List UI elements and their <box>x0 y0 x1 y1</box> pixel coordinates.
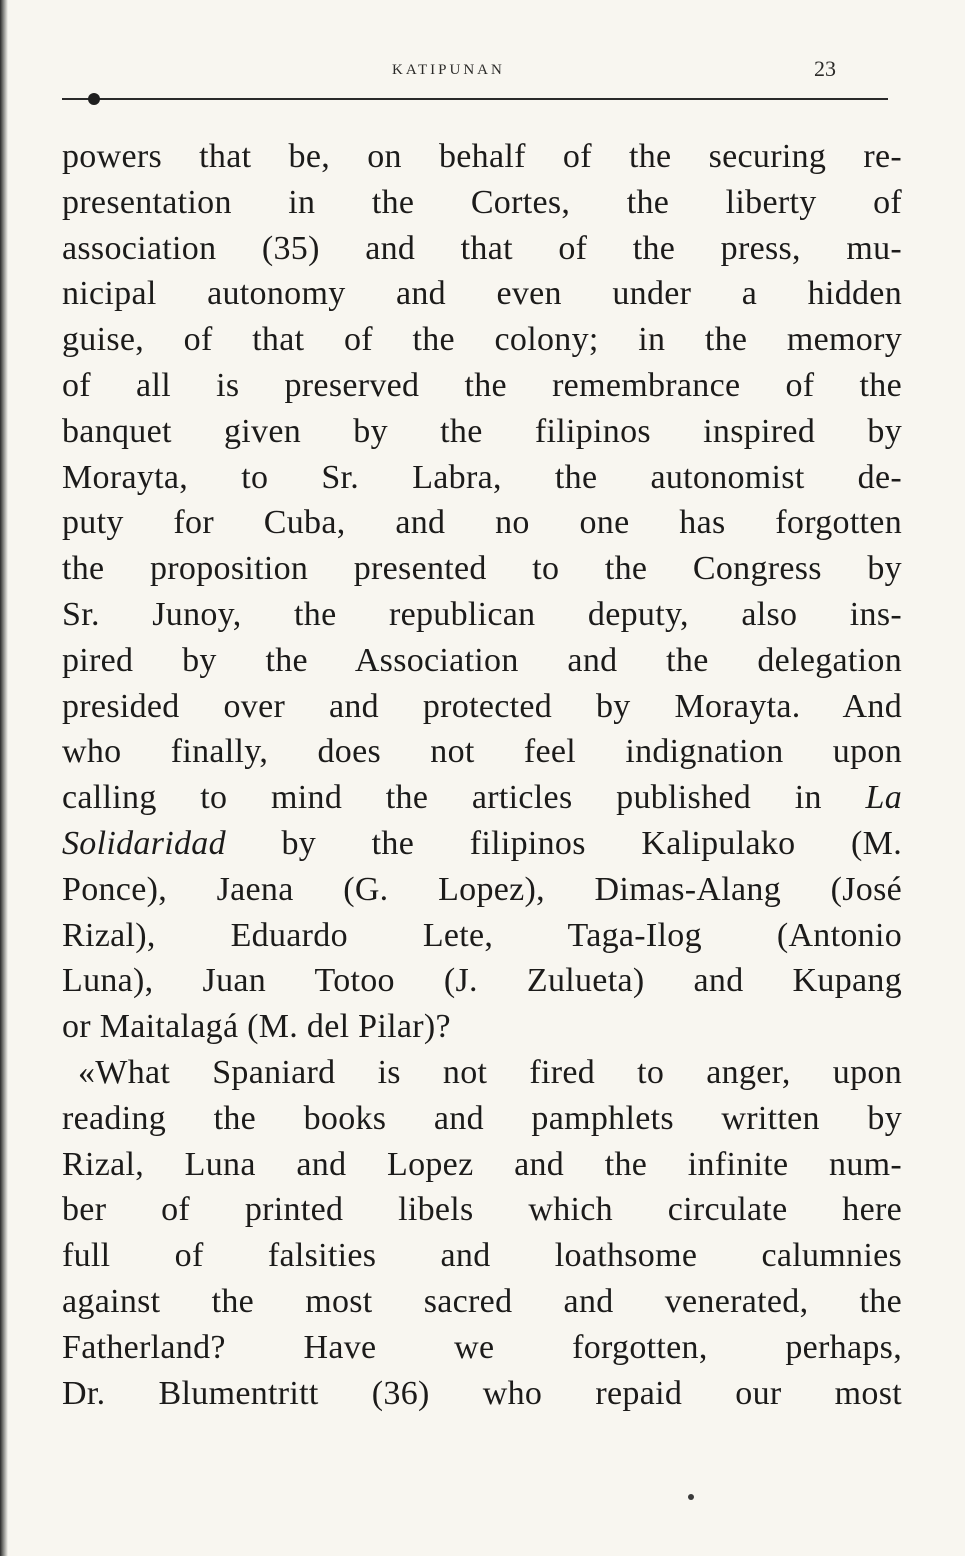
text-line: against the most sacred and venerated, the <box>62 1282 902 1320</box>
text-line: Luna), Juan Totoo (J. Zulueta) and Kupang <box>62 962 902 1000</box>
text-line: powers that be, on behalf of the securing re- <box>62 138 902 175</box>
text-line-with-italic-title <box>62 775 902 821</box>
text-line: guise, of that of the colony; in the memory <box>62 321 902 359</box>
text-line: Ponce), Jaena (G. Lopez), Dimas-Alang (José <box>62 870 902 908</box>
page-binding-edge <box>0 0 8 1556</box>
italic-periodical-title: La <box>865 779 902 817</box>
text-line: Sr. Junoy, the republican deputy, also ins- <box>62 595 902 633</box>
text-line: Morayta, to Sr. Labra, the autonomist de- <box>62 458 902 496</box>
text-line: Rizal, Luna and Lopez and the infinite num- <box>62 1145 902 1183</box>
text-line: presentation in the Cortes, the liberty of <box>62 183 902 221</box>
running-title: KATIPUNAN <box>392 62 505 78</box>
text-line: of all is preserved the remembrance of the <box>62 366 902 404</box>
text-line: ber of printed libels which circulate here <box>62 1191 902 1229</box>
text-line: puty for Cuba, and no one has forgotten <box>62 504 902 542</box>
text-line-part: by the filipinos Kalipulako (M. <box>281 824 902 862</box>
text-line-with-italic-title <box>62 821 902 867</box>
text-line: nicipal autonomy and even under a hidden <box>62 275 902 313</box>
header-rule-dot <box>88 93 100 105</box>
text-line: reading the books and pamphlets written by <box>62 1099 902 1137</box>
text-line: or Maitalagá (M. del Pilar)? <box>62 1008 451 1046</box>
text-line: full of falsities and loathsome calumnies <box>62 1237 902 1275</box>
text-line: who finally, does not feel indignation upon <box>62 733 902 771</box>
text-line: banquet given by the filipinos inspired by <box>62 412 902 450</box>
page-number: 23 <box>814 56 836 81</box>
header-rule <box>62 98 888 100</box>
page-header <box>62 58 888 108</box>
text-line: Rizal), Eduardo Lete, Taga-Ilog (Antonio <box>62 916 902 954</box>
text-line: «What Spaniard is not fired to anger, upon <box>78 1053 902 1091</box>
text-line: Fatherland? Have we forgotten, perhaps, <box>62 1328 902 1366</box>
footer-dot-mark <box>688 1494 694 1500</box>
text-line: the proposition presented to the Congress by <box>62 550 902 588</box>
text-line-part: calling to mind the articles published in <box>62 779 822 817</box>
text-line: pired by the Association and the delegation <box>62 641 902 679</box>
text-line: association (35) and that of the press, mu- <box>62 229 902 267</box>
body-text <box>62 134 902 1416</box>
text-line: Dr. Blumentritt (36) who repaid our most <box>62 1374 902 1412</box>
italic-periodical-title: Solidaridad <box>62 824 226 862</box>
text-line: presided over and protected by Morayta. And <box>62 687 902 725</box>
